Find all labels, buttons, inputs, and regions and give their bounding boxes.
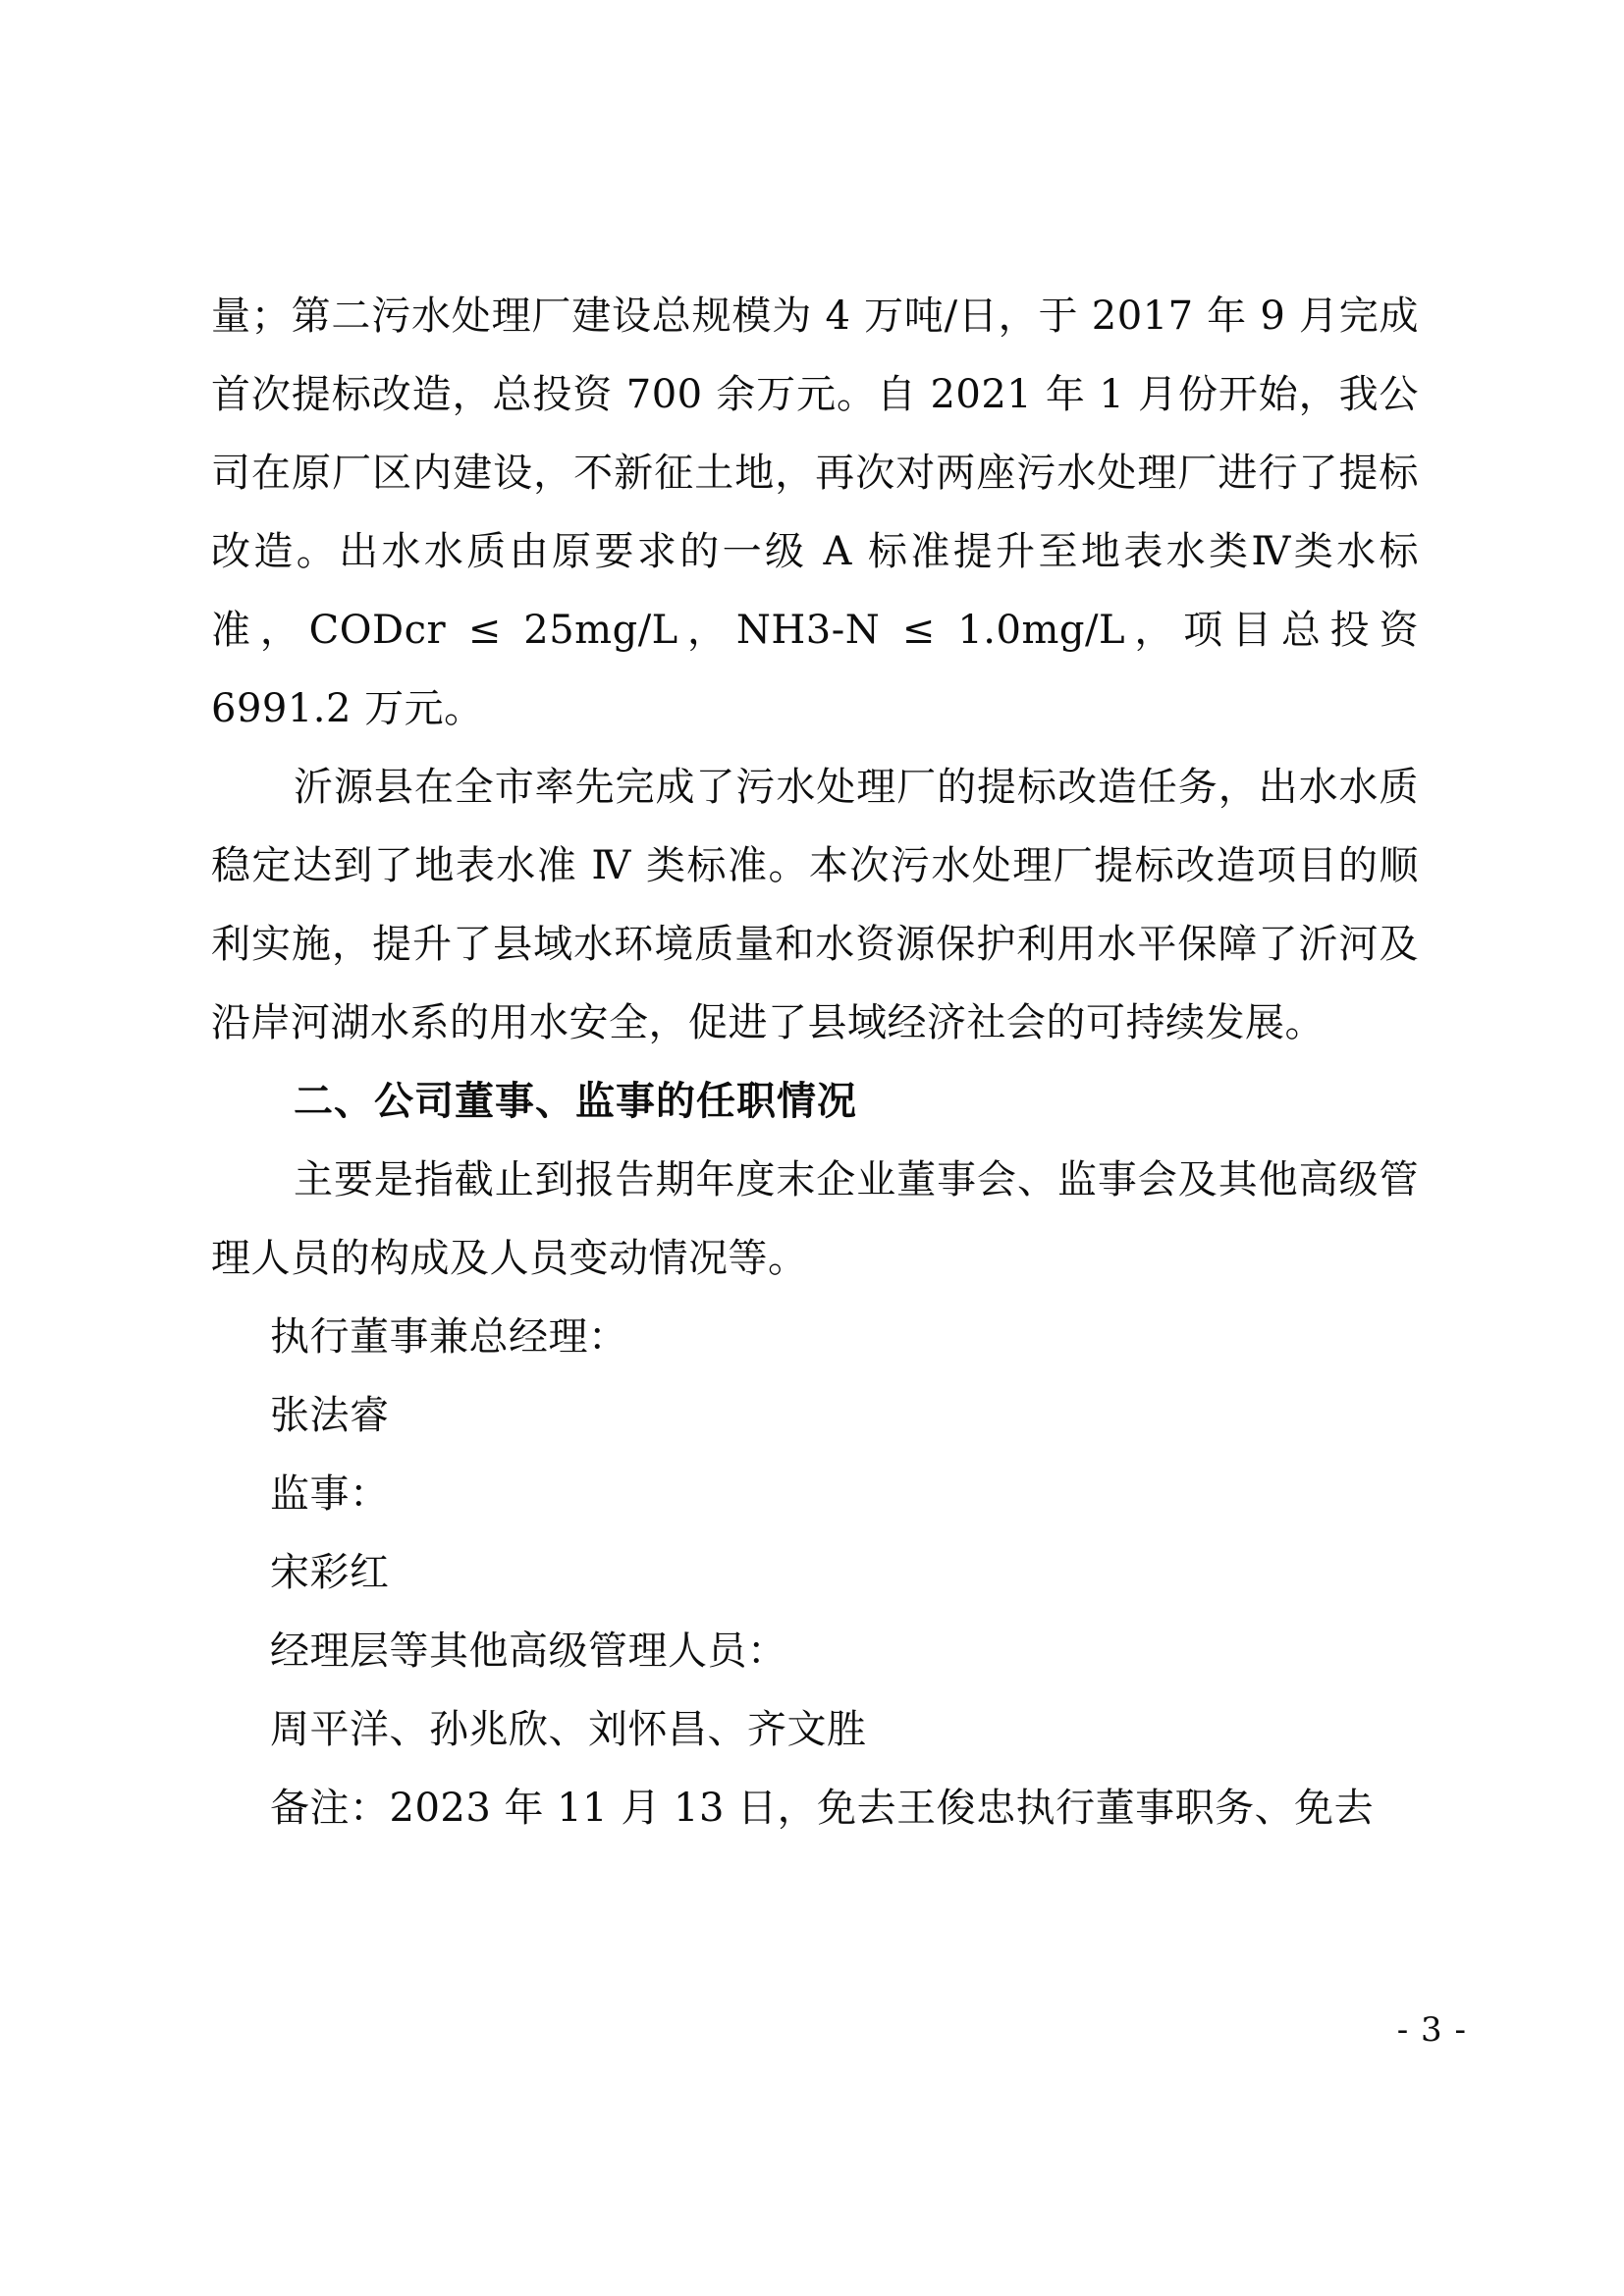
roster-line-supervisor-title: 监事： [270, 1471, 390, 1517]
roster-line-senior-management-names: 周平洋、孙兆欣、刘怀昌、齐文胜 [270, 1707, 867, 1752]
paragraph-second: 沂源县在全市率先完成了污水处理厂的提标改造任务，出水水质稳定达到了地表水准 Ⅳ 类标准。本次污水处理厂提标改造项目的顺利实施，提升了县域水环境质量和水资源保护利用水平保障了沂河及沿岸河湖水系的用水安全，促进了县域经济社会的可持续发展。 [211, 765, 1419, 1045]
paragraph-first: 量；第二污水处理厂建设总规模为 4 万吨/日，于 2017 年 9 月完成首次提标改造，总投资 700 余万元。自 2021 年 1 月份开始，我公司在原厂区内建设，不新征土地，再次对两座污水处理厂进行了提标改造。出水水质由原要求的一级 A 标准提升至地表水类Ⅳ类水标准，CODcr ≤ 25mg/L，NH3-N ≤ 1.0mg/L，项目总投资6991.2 万元。 [211, 294, 1419, 731]
section-heading: 二、公司董事、监事的任职情况 [294, 1078, 857, 1124]
roster-line-executive-director-title: 执行董事兼总经理： [270, 1314, 628, 1360]
roster-line-remark: 备注：2023 年 11 月 13 日，免去王俊忠执行董事职务、免去 [270, 1786, 1375, 1831]
roster-line-supervisor-name: 宋彩红 [270, 1550, 390, 1595]
page-number: - 3 - [1396, 2010, 1467, 2050]
document-body [211, 277, 1419, 1847]
roster-line-executive-director-name: 张法睿 [270, 1393, 390, 1438]
section-paragraph: 主要是指截止到报告期年度末企业董事会、监事会及其他高级管理人员的构成及人员变动情况等。 [211, 1157, 1419, 1281]
roster-line-senior-management-title: 经理层等其他高级管理人员： [270, 1629, 787, 1674]
